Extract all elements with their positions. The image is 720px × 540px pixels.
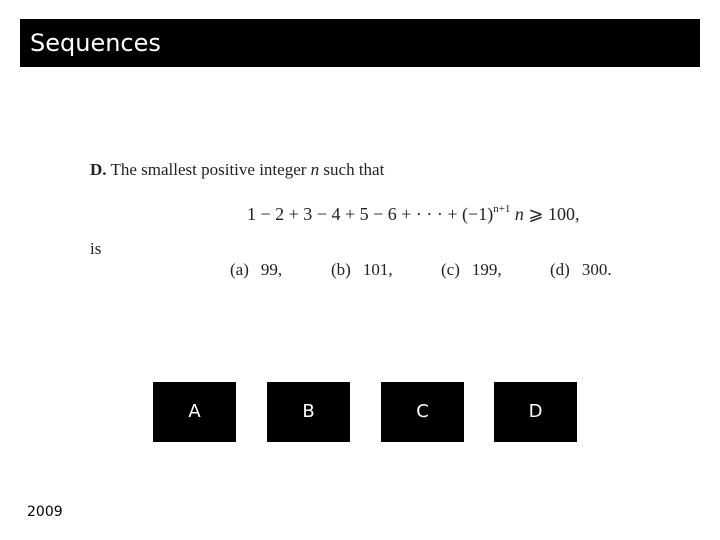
option-a — [230, 258, 282, 282]
option-label: (c) — [441, 260, 460, 279]
problem-equation — [247, 196, 580, 227]
answer-button-d[interactable]: D — [494, 382, 577, 442]
problem-label: D. — [90, 160, 107, 179]
answer-button-b[interactable]: B — [267, 382, 350, 442]
option-label: (a) — [230, 260, 249, 279]
option-b — [331, 258, 393, 282]
statement-variable: n — [310, 160, 320, 179]
option-value: 101, — [362, 260, 393, 279]
equation-rhs: ⩾ 100, — [523, 204, 580, 224]
option-value: 199, — [471, 260, 502, 279]
slide-title-bar — [20, 19, 700, 67]
slide-year: 2009 — [27, 504, 63, 520]
answer-button-a[interactable]: A — [153, 382, 236, 442]
problem-statement — [90, 158, 384, 182]
equation-rhs-variable: n — [514, 204, 524, 224]
option-label: (d) — [550, 260, 570, 279]
option-c — [441, 258, 502, 282]
option-value: 300. — [581, 260, 612, 279]
equation-exponent: n+1 — [493, 203, 511, 215]
slide-title: Sequences — [30, 29, 161, 57]
equation-lhs: 1 − 2 + 3 − 4 + 5 − 6 + · · · + (−1) — [247, 204, 494, 224]
option-value: 99, — [260, 260, 283, 279]
statement-after: such that — [319, 160, 385, 179]
problem-closing: is — [90, 239, 102, 258]
option-label: (b) — [331, 260, 351, 279]
statement-before: The smallest positive integer — [106, 160, 311, 179]
option-d — [550, 258, 612, 282]
answer-button-c[interactable]: C — [381, 382, 464, 442]
